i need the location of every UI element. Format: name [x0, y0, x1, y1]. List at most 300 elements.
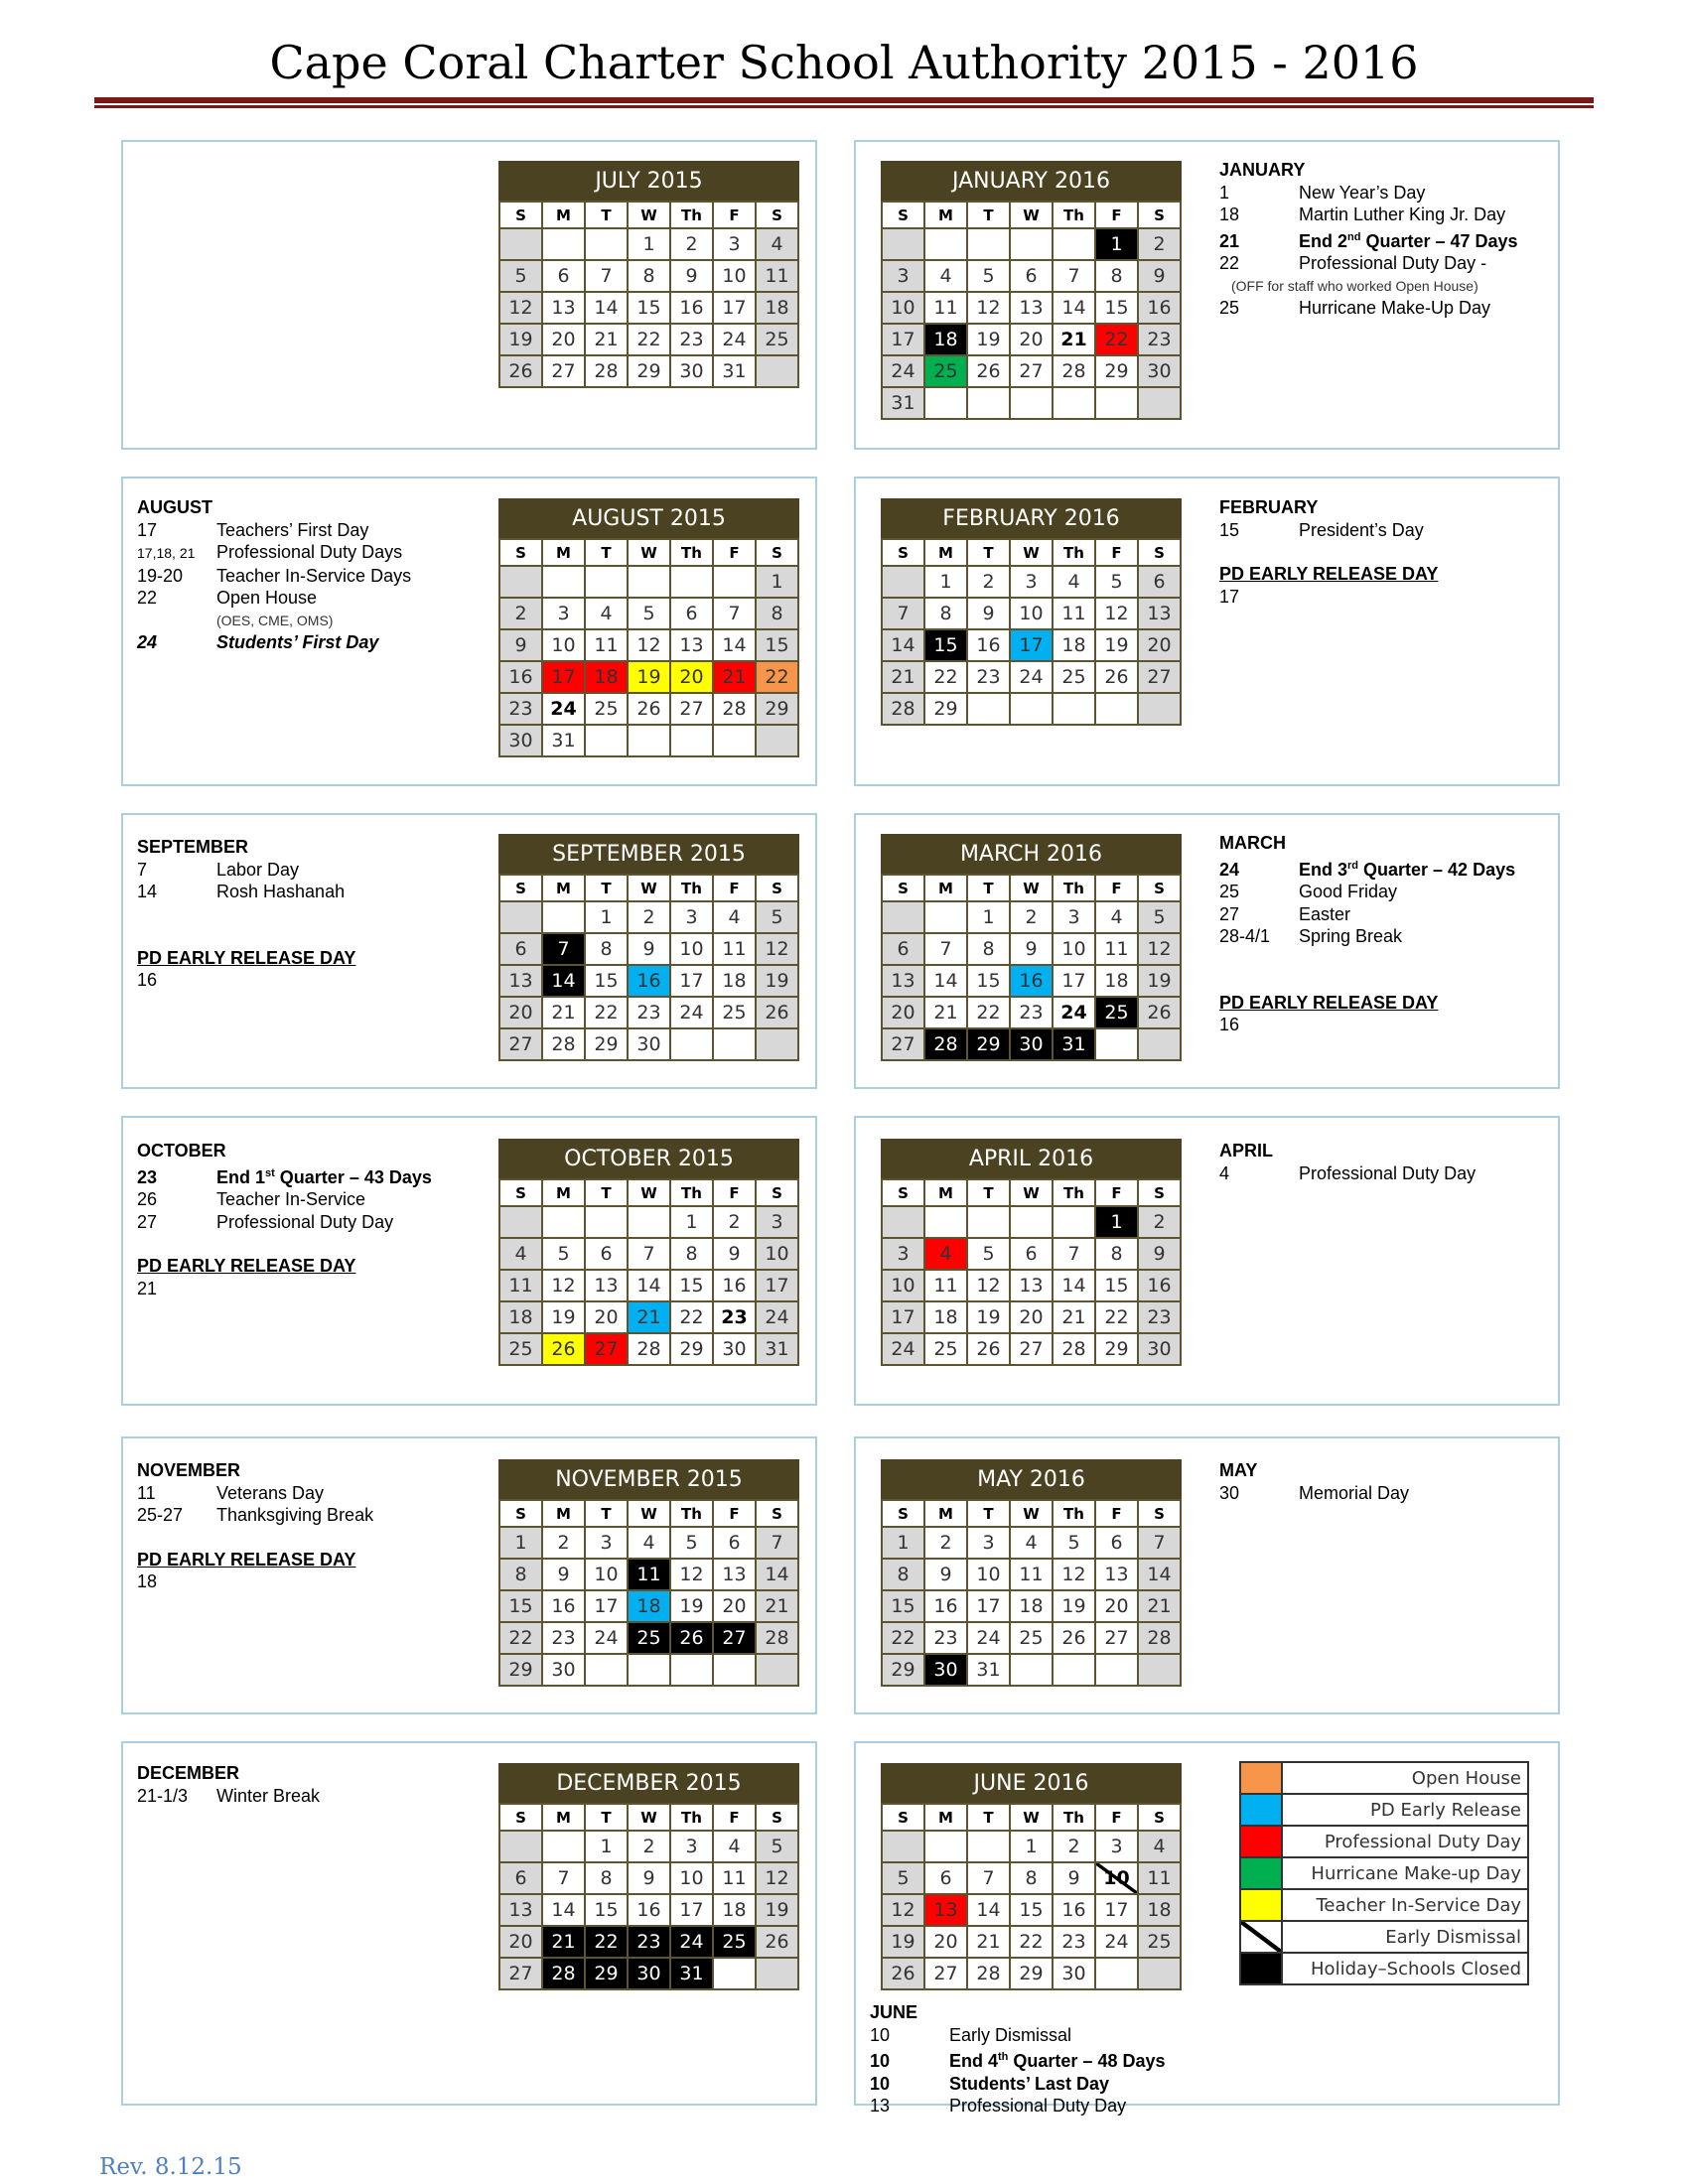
weekday-label: S: [882, 202, 924, 228]
note-row: [137, 1211, 432, 1234]
weekday-label: F: [713, 1500, 756, 1527]
calendar-day: 31: [882, 387, 924, 419]
weekday-label: M: [542, 875, 585, 901]
calendar-day: 7: [1053, 260, 1095, 292]
note-date: 10: [870, 2024, 891, 2045]
calendar-day: 2: [1010, 901, 1053, 933]
calendar-empty-cell: [499, 228, 542, 260]
note-subtext: (OFF for staff who worked Open House): [1231, 277, 1478, 294]
calendar-day: 28: [1053, 355, 1095, 387]
calendar-june-2016: [881, 1763, 1182, 1990]
note-date: 18: [1219, 205, 1240, 224]
calendar-day: 1: [628, 228, 670, 260]
calendar-day: 27: [713, 1622, 756, 1654]
calendar-day: 29: [628, 355, 670, 387]
calendar-day: 1: [967, 901, 1010, 933]
calendar-march-2016: [881, 834, 1182, 1061]
weekday-label: T: [967, 1179, 1010, 1206]
calendar-day: 21: [1053, 1301, 1095, 1333]
legend-row: [1240, 1826, 1528, 1857]
weekday-label: S: [756, 1500, 798, 1527]
calendar-day: 22: [670, 1301, 713, 1333]
calendar-empty-cell: [713, 566, 756, 598]
legend-swatch: [1240, 1921, 1282, 1953]
note-row: [1219, 252, 1518, 275]
calendar-month-title: MARCH 2016: [881, 834, 1182, 874]
calendar-day: 18: [1138, 1894, 1181, 1926]
calendar-empty-cell: [882, 566, 924, 598]
weekday-label: S: [1138, 539, 1181, 566]
calendar-day: 22: [1095, 324, 1138, 355]
weekday-label: M: [924, 1500, 967, 1527]
pd-early-release-date: 18: [137, 1571, 158, 1591]
calendar-day: 25: [1053, 661, 1095, 693]
calendar-day: 10: [713, 260, 756, 292]
calendar-day: 31: [967, 1654, 1010, 1686]
calendar-day: 27: [542, 355, 585, 387]
calendar-month-title: OCTOBER 2015: [498, 1139, 799, 1178]
notes-heading: MAY: [1219, 1460, 1258, 1480]
weekday-label: Th: [670, 1500, 713, 1527]
calendar-day: 9: [542, 1559, 585, 1590]
calendar-day: 4: [924, 1238, 967, 1270]
calendar-day: 5: [670, 1527, 713, 1559]
note-text: Memorial Day: [1299, 1482, 1410, 1503]
note-date: 19-20: [137, 565, 184, 586]
note-text: Quarter – 43 Days: [274, 1166, 432, 1187]
calendar-empty-cell: [542, 566, 585, 598]
calendar-day: 26: [756, 997, 798, 1028]
calendar-day: 19: [967, 1301, 1010, 1333]
legend-swatch: [1240, 1889, 1282, 1921]
weekday-label: M: [542, 1804, 585, 1831]
note-text: Teacher In-Service Days: [216, 565, 412, 586]
calendar-day: 25: [713, 1926, 756, 1958]
calendar-day: 26: [670, 1622, 713, 1654]
calendar-day: 21: [713, 661, 756, 693]
calendar-day: 12: [967, 292, 1010, 324]
calendar-april-2016: [881, 1139, 1182, 1366]
legend-row: [1240, 1762, 1528, 1794]
calendar-day: 28: [882, 693, 924, 725]
weekday-label: Th: [1053, 1179, 1095, 1206]
calendar-day: 4: [1053, 566, 1095, 598]
weekday-label: S: [756, 202, 798, 228]
calendar-day: 12: [499, 292, 542, 324]
calendar-day: 19: [670, 1590, 713, 1622]
calendar-day: 24: [882, 1333, 924, 1365]
note-text: End 4: [949, 2051, 999, 2071]
weekday-label: Th: [670, 1179, 713, 1206]
calendar-day: 11: [1095, 933, 1138, 965]
weekday-label: F: [1095, 875, 1138, 901]
calendar-day: 24: [1053, 997, 1095, 1028]
note-date: 10: [870, 2051, 891, 2071]
calendar-day: 16: [1010, 965, 1053, 997]
calendar-day: 29: [585, 1028, 628, 1060]
calendar-day: 29: [924, 693, 967, 725]
calendar-day: 1: [882, 1527, 924, 1559]
calendar-day: 12: [1138, 933, 1181, 965]
weekday-label: M: [924, 202, 967, 228]
calendar-day: 16: [1053, 1894, 1095, 1926]
calendar-day: 4: [713, 1831, 756, 1862]
note-date: 24: [1219, 859, 1240, 880]
calendar-empty-cell: [882, 228, 924, 260]
calendar-day: 20: [924, 1926, 967, 1958]
weekday-label: F: [713, 875, 756, 901]
calendar-empty-cell: [1095, 1028, 1138, 1060]
calendar-month-title: DECEMBER 2015: [498, 1763, 799, 1803]
note-text: Professional Duty Days: [216, 542, 403, 562]
note-row: [137, 1482, 373, 1505]
calendar-day: 22: [967, 997, 1010, 1028]
calendar-month-title: SEPTEMBER 2015: [498, 834, 799, 874]
calendar-day: 24: [882, 355, 924, 387]
note-superscript: nd: [1347, 230, 1361, 243]
calendar-day: 5: [628, 598, 670, 629]
calendar-day: 25: [1010, 1622, 1053, 1654]
weekday-label: S: [499, 1179, 542, 1206]
weekday-label: S: [1138, 875, 1181, 901]
calendar-day: 30: [1138, 1333, 1181, 1365]
calendar-day: 12: [756, 1862, 798, 1894]
weekday-label: Th: [670, 875, 713, 901]
calendar-empty-cell: [628, 1206, 670, 1238]
calendar-day: 3: [1095, 1831, 1138, 1862]
calendar-day: 16: [1138, 1270, 1181, 1301]
calendar-day: 16: [670, 292, 713, 324]
calendar-day: 4: [924, 260, 967, 292]
calendar-day: 22: [628, 324, 670, 355]
calendar-day: 8: [924, 598, 967, 629]
calendar-day: 15: [585, 1894, 628, 1926]
calendar-day: 2: [713, 1206, 756, 1238]
title-rule: [94, 97, 1594, 103]
calendar-day: 19: [1053, 1590, 1095, 1622]
title-rule-thin: [94, 105, 1594, 108]
weekday-label: T: [585, 202, 628, 228]
calendar-day: 6: [1138, 566, 1181, 598]
note-text: Professional Duty Day: [216, 1211, 394, 1232]
calendar-day: 22: [882, 1622, 924, 1654]
calendar-month-title: FEBRUARY 2016: [881, 498, 1182, 538]
note-date: 27: [137, 1211, 158, 1232]
calendar-empty-cell: [628, 566, 670, 598]
note-text: Quarter – 48 Days: [1008, 2051, 1166, 2071]
notes-december: [137, 1762, 320, 1807]
calendar-day: 23: [499, 693, 542, 725]
notes-june: [870, 2001, 1166, 2117]
calendar-day: 2: [1138, 228, 1181, 260]
weekday-label: S: [499, 1804, 542, 1831]
note-date: 10: [870, 2073, 891, 2094]
note-text: Quarter – 47 Days: [1360, 230, 1518, 251]
calendar-day: 29: [882, 1654, 924, 1686]
calendar-november-2015: [498, 1459, 799, 1687]
weekday-label: F: [713, 202, 756, 228]
note-text: End 3: [1299, 859, 1348, 880]
calendar-empty-cell: [670, 1654, 713, 1686]
weekday-label: M: [542, 1500, 585, 1527]
note-row: [137, 1504, 373, 1527]
calendar-day: 18: [1053, 629, 1095, 661]
note-text: Teachers’ First Day: [216, 519, 369, 540]
calendar-empty-cell: [670, 1028, 713, 1060]
calendar-day: 23: [1138, 1301, 1181, 1333]
calendar-day: 20: [670, 661, 713, 693]
calendar-day: 15: [1095, 292, 1138, 324]
weekday-label: T: [585, 875, 628, 901]
legend-label: Early Dismissal: [1282, 1921, 1528, 1953]
calendar-day: 29: [499, 1654, 542, 1686]
weekday-label: W: [628, 1500, 670, 1527]
pd-early-release-heading: PD EARLY RELEASE DAY: [137, 1549, 356, 1570]
calendar-day: 28: [924, 1028, 967, 1060]
calendar-day: 1: [499, 1527, 542, 1559]
calendar-day: 10: [670, 1862, 713, 1894]
calendar-day: 16: [924, 1590, 967, 1622]
calendar-day: 5: [1053, 1527, 1095, 1559]
calendar-empty-cell: [967, 1206, 1010, 1238]
calendar-day: 17: [670, 1894, 713, 1926]
calendar-empty-cell: [713, 1654, 756, 1686]
calendar-day: 27: [499, 1958, 542, 1989]
note-date: 17,18, 21: [137, 545, 196, 561]
calendar-day: 5: [882, 1862, 924, 1894]
calendar-day: 3: [542, 598, 585, 629]
calendar-day: 18: [585, 661, 628, 693]
legend-label: Hurricane Make-up Day: [1282, 1857, 1528, 1889]
calendar-day: 29: [670, 1333, 713, 1365]
legend-row: [1240, 1921, 1528, 1953]
calendar-day: 9: [1138, 1238, 1181, 1270]
calendar-empty-cell: [670, 725, 713, 756]
notes-september: [137, 836, 355, 992]
calendar-empty-cell: [756, 725, 798, 756]
note-text: Spring Break: [1299, 926, 1403, 946]
calendar-day: 13: [1138, 598, 1181, 629]
weekday-label: S: [499, 539, 542, 566]
calendar-day: 26: [967, 355, 1010, 387]
note-row-quarter: [137, 1162, 432, 1189]
calendar-day: 13: [670, 629, 713, 661]
calendar-day: 19: [756, 965, 798, 997]
calendar-day: 11: [1138, 1862, 1181, 1894]
note-date: 1: [1219, 182, 1230, 203]
calendar-day: 29: [756, 693, 798, 725]
weekday-label: M: [924, 875, 967, 901]
note-date: 15: [1219, 519, 1240, 540]
note-date: 25: [1219, 882, 1240, 901]
calendar-day: 23: [628, 1926, 670, 1958]
calendar-day: 10: [542, 629, 585, 661]
calendar-day: 6: [542, 260, 585, 292]
note-text: End 2: [1299, 230, 1348, 251]
weekday-label: T: [967, 875, 1010, 901]
calendar-empty-cell: [1095, 1654, 1138, 1686]
calendar-day: 13: [924, 1894, 967, 1926]
calendar-day: 26: [499, 355, 542, 387]
calendar-day: 4: [628, 1527, 670, 1559]
calendar-empty-cell: [542, 228, 585, 260]
calendar-day: 30: [628, 1958, 670, 1989]
note-text: Quarter – 42 Days: [1358, 859, 1516, 880]
calendar-day: 10: [1053, 933, 1095, 965]
calendar-day: 13: [499, 965, 542, 997]
calendar-day: 16: [967, 629, 1010, 661]
calendar-day: 1: [670, 1206, 713, 1238]
calendar-day: 7: [924, 933, 967, 965]
weekday-label: T: [585, 539, 628, 566]
notes-january: [1219, 159, 1518, 320]
calendar-day: 29: [1095, 355, 1138, 387]
calendar-day: 1: [585, 901, 628, 933]
calendar-empty-cell: [1053, 228, 1095, 260]
weekday-label: W: [628, 875, 670, 901]
notes-march: [1219, 832, 1515, 1036]
calendar-empty-cell: [1053, 693, 1095, 725]
note-date: 26: [137, 1189, 158, 1209]
note-row: [137, 881, 355, 903]
calendar-day: 13: [585, 1270, 628, 1301]
calendar-empty-cell: [967, 228, 1010, 260]
weekday-label: S: [1138, 1500, 1181, 1527]
calendar-day: 2: [1138, 1206, 1181, 1238]
calendar-day: 24: [542, 693, 585, 725]
calendar-day: 25: [1095, 997, 1138, 1028]
weekday-label: T: [585, 1804, 628, 1831]
calendar-day: 25: [1138, 1926, 1181, 1958]
calendar-day: 21: [585, 324, 628, 355]
calendar-empty-cell: [713, 1028, 756, 1060]
calendar-day: 14: [542, 965, 585, 997]
weekday-label: W: [1010, 1179, 1053, 1206]
calendar-day: 19: [967, 324, 1010, 355]
calendar-day: 2: [542, 1527, 585, 1559]
note-date: 28-4/1: [1219, 926, 1271, 946]
calendar-day: 29: [967, 1028, 1010, 1060]
calendar-day: 24: [585, 1622, 628, 1654]
calendar-day: 12: [628, 629, 670, 661]
weekday-label: S: [756, 539, 798, 566]
calendar-empty-cell: [499, 566, 542, 598]
calendar-empty-cell: [713, 725, 756, 756]
calendar-day: 28: [756, 1622, 798, 1654]
note-row: [137, 587, 411, 610]
calendar-empty-cell: [967, 387, 1010, 419]
note-row: [1219, 182, 1518, 205]
calendar-day: 26: [756, 1926, 798, 1958]
pd-early-release-date: 17: [1219, 586, 1240, 607]
weekday-label: W: [628, 1804, 670, 1831]
note-subtext: (OES, CME, OMS): [216, 612, 334, 628]
calendar-month-title: APRIL 2016: [881, 1139, 1182, 1178]
calendar-day: 7: [1138, 1527, 1181, 1559]
calendar-day: 28: [628, 1333, 670, 1365]
weekday-label: S: [756, 1179, 798, 1206]
calendar-day: 28: [713, 693, 756, 725]
calendar-day: 19: [499, 324, 542, 355]
weekday-label: F: [1095, 1804, 1138, 1831]
calendar-day: 21: [924, 997, 967, 1028]
calendar-empty-cell: [628, 1654, 670, 1686]
calendar-day: 5: [967, 1238, 1010, 1270]
note-text: Hurricane Make-Up Day: [1299, 298, 1491, 318]
calendar-day: 9: [1138, 260, 1181, 292]
calendar-empty-cell: [924, 1206, 967, 1238]
note-row-quarter: [1219, 226, 1518, 253]
calendar-day: 5: [1095, 566, 1138, 598]
calendar-day: 27: [499, 1028, 542, 1060]
calendar-day: 13: [1010, 292, 1053, 324]
calendar-day: 14: [1053, 292, 1095, 324]
weekday-label: S: [882, 1804, 924, 1831]
calendar-day: 7: [882, 598, 924, 629]
calendar-day: 7: [542, 933, 585, 965]
note-date: 17: [137, 519, 158, 540]
calendar-empty-cell: [924, 387, 967, 419]
calendar-day: 9: [628, 1862, 670, 1894]
note-row: [1219, 903, 1515, 926]
calendar-day: 16: [628, 965, 670, 997]
calendar-empty-cell: [967, 1831, 1010, 1862]
calendar-day: 19: [1095, 629, 1138, 661]
note-text: President’s Day: [1299, 519, 1424, 540]
calendar-day: 11: [628, 1559, 670, 1590]
calendar-day: 27: [1010, 355, 1053, 387]
note-text: Labor Day: [216, 859, 300, 880]
calendar-day: 19: [628, 661, 670, 693]
notes-february: [1219, 496, 1438, 608]
note-row: [137, 859, 355, 882]
notes-heading: MARCH: [1219, 833, 1286, 853]
notes-heading: APRIL: [1219, 1141, 1273, 1160]
calendar-day: 14: [756, 1559, 798, 1590]
note-row: [870, 2095, 1166, 2117]
calendar-day: 22: [499, 1622, 542, 1654]
calendar-day: 19: [1138, 965, 1181, 997]
note-row-quarter: [1219, 855, 1515, 882]
weekday-label: F: [713, 539, 756, 566]
note-text: Professional Duty Day -: [1299, 253, 1487, 273]
calendar-day: 18: [924, 1301, 967, 1333]
calendar-day: 15: [756, 629, 798, 661]
calendar-empty-cell: [1095, 387, 1138, 419]
calendar-day: 1: [585, 1831, 628, 1862]
calendar-day: 7: [1053, 1238, 1095, 1270]
calendar-day: 20: [1010, 324, 1053, 355]
pd-early-release-heading: PD EARLY RELEASE DAY: [137, 1256, 356, 1276]
calendar-day: 8: [1095, 1238, 1138, 1270]
calendar-day: 17: [1053, 965, 1095, 997]
calendar-day: 20: [882, 997, 924, 1028]
calendar-empty-cell: [756, 1654, 798, 1686]
weekday-label: S: [1138, 1804, 1181, 1831]
calendar-day: 30: [542, 1654, 585, 1686]
calendar-day: 24: [670, 1926, 713, 1958]
weekday-label: W: [1010, 202, 1053, 228]
weekday-label: Th: [1053, 539, 1095, 566]
calendar-day: 8: [882, 1559, 924, 1590]
calendar-day: 24: [756, 1301, 798, 1333]
calendar-day: 5: [499, 260, 542, 292]
note-date: 21: [1219, 230, 1240, 251]
calendar-empty-cell: [756, 1028, 798, 1060]
note-row: [137, 1188, 432, 1211]
calendar-day: 12: [1095, 598, 1138, 629]
note-date: 24: [137, 632, 158, 652]
